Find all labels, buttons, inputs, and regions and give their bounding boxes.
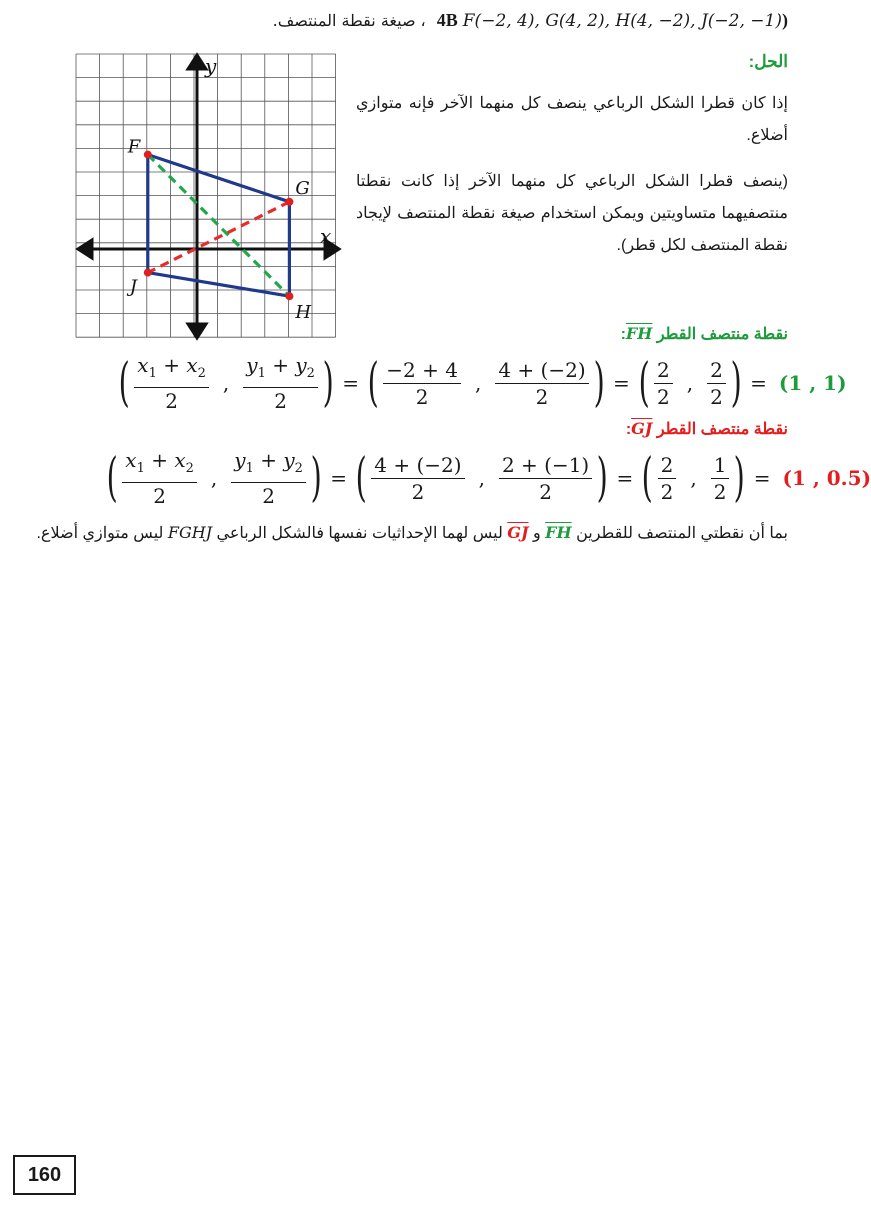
- coordinate-graph: [74, 53, 343, 340]
- gj-numerator-x: 4 + (−2): [371, 452, 464, 479]
- midpoint-fh-equation: ( $\frac{x_1 + x_2}{2}$ , $\frac{y_1 + y_2}{2}$ ) = ( $\frac{-2 + 4}{2}$ , $\frac{4 + (-2)}{2}$ ) = ( $\frac{2}{2}$ , $\frac{2}{2}$ ) = (1 , 1): [118, 353, 847, 413]
- conclusion-fh: FH: [545, 523, 572, 542]
- problem-method: صيغة نقطة المنتصف.: [272, 11, 416, 30]
- fh-simplified-y: 2: [707, 357, 726, 384]
- problem-statement: [273, 10, 788, 31]
- conclusion-gj: GJ: [507, 523, 529, 542]
- problem-separator: ،: [420, 11, 426, 30]
- conclusion-text-3: ليس متوازي أضلاع.: [36, 525, 164, 542]
- fh-simplified-x: 2: [654, 357, 673, 384]
- vertex-label-F: F: [127, 136, 141, 158]
- conclusion-text-2: ليس لهما الإحداثيات نفسها فالشكل الرباعي: [216, 525, 503, 542]
- gj-numerator-y: 2 + (−1): [499, 452, 592, 479]
- midpoint-gj-segment: GJ: [631, 419, 653, 438]
- y-axis-label: y: [205, 54, 217, 78]
- midpoint-fh-segment: FH: [625, 324, 653, 343]
- y-axis-down-arrow: [188, 324, 206, 338]
- paragraph-2: (ينصف قطرا الشكل الرباعي كل منهما الآخر إذا كانت نقطتا منتصفيهما متساويتين ويمكن استخدام صيغة نقطة المنتصف لإيجاد نقطة المنتصف لكل قطر).: [356, 173, 788, 254]
- vertex-point-H: [285, 292, 293, 300]
- conclusion-text-1: بما أن نقطتي المنتصف للقطرين: [576, 525, 788, 542]
- gj-simplified-x: 2: [658, 452, 677, 479]
- vertex-point-J: [144, 269, 152, 277]
- midpoint-fh-result: (1 , 1): [778, 371, 847, 395]
- midpoint-gj-heading: نقطة منتصف القطر GJ:: [625, 419, 788, 438]
- conclusion: [12, 515, 788, 552]
- side-FG: [148, 155, 290, 202]
- midpoint-fh-title: نقطة منتصف القطر: [656, 326, 788, 343]
- y-axis-up-arrow: [188, 55, 206, 69]
- conclusion-shape-name: FGHJ: [167, 523, 213, 542]
- x-axis-label: x: [320, 224, 332, 248]
- solution-label: الحل:: [748, 52, 788, 71]
- paragraph-1: إذا كان قطرا الشكل الرباعي ينصف كل منهما الآخر فإنه متوازي أضلاع.: [356, 95, 788, 144]
- conclusion-and: و: [532, 525, 541, 542]
- midpoint-gj-equation: ( $\frac{x_1 + x_2}{2}$ , $\frac{y_1 + y_2}{2}$ ) = ( $\frac{4 + (-2)}{2}$ , $\frac{2 + (-1)}{2}$ ) = ( $\frac{2}{2}$ , $\frac{1}{2}$ ) = (1 , 0.5): [106, 448, 871, 508]
- vertex-label-J: J: [129, 276, 138, 298]
- gj-simplified-y: 1: [711, 452, 730, 479]
- diagonal-GJ: [148, 202, 290, 273]
- fh-numerator-x: −2 + 4: [383, 357, 461, 384]
- vertex-label-G: G: [295, 177, 310, 199]
- midpoint-gj-title: نقطة منتصف القطر: [656, 421, 788, 438]
- vertex-label-H: H: [295, 302, 312, 324]
- midpoint-fh-heading: نقطة منتصف القطر FH:: [620, 324, 788, 343]
- vertex-point-G: [285, 198, 293, 206]
- quadrilateral-layer: [126, 137, 312, 324]
- fh-numerator-y: 4 + (−2): [495, 357, 588, 384]
- problem-points: F(−2, 4), G(4, 2), H(4, −2), J(−2, −1): [462, 11, 782, 31]
- vertex-point-F: [144, 151, 152, 159]
- problem-number: (4B: [436, 10, 788, 30]
- page-number: 160: [13, 1155, 76, 1195]
- midpoint-gj-result: (1 , 0.5): [782, 466, 871, 490]
